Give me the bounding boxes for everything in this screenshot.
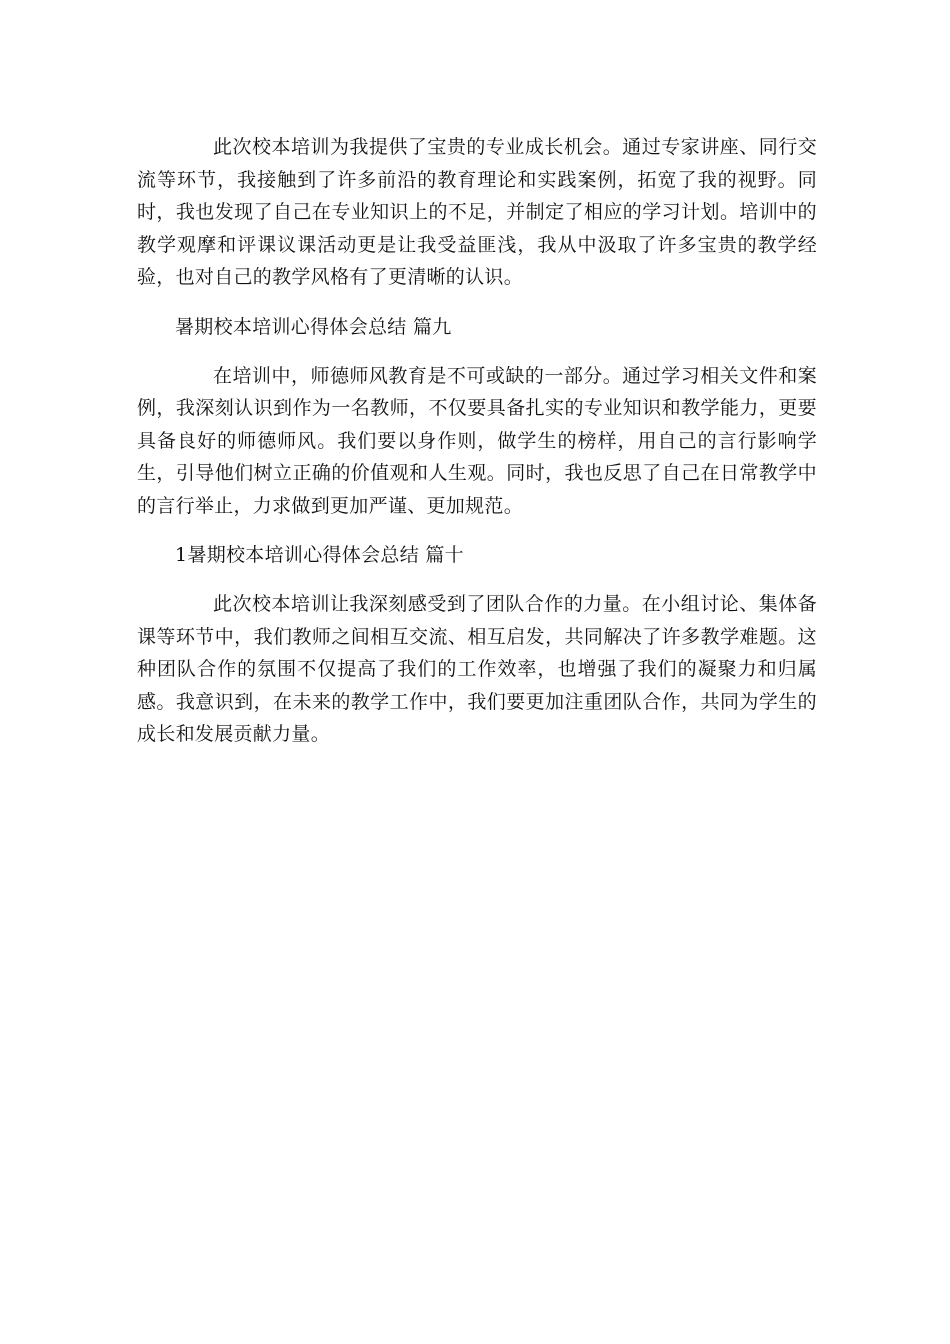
- paragraph-spacer: [137, 522, 817, 539]
- paragraph-teacher-ethics: 在培训中，师德师风教育是不可或缺的一部分。通过学习相关文件和案例，我深刻认识到作为一名教师，不仅要具备扎实的专业知识和教学能力，更要具备良好的师德师风。我们要以身作则，做学生的榜样，用自己的言行影响学生，引导他们树立正确的价值观和人生观。同时，我也反思了自己在日常教学中的言行举止，力求做到更加严谨、更加规范。: [137, 364, 817, 517]
- section-heading-part-nine: 暑期校本培训心得体会总结 篇九: [175, 315, 452, 338]
- document-body: [137, 131, 817, 751]
- heading-spacer: [137, 571, 817, 588]
- paragraph-teamwork: 此次校本培训让我深刻感受到了团队合作的力量。在小组讨论、集体备课等环节中，我们教师之间相互交流、相互启发，共同解决了许多教学难题。这种团队合作的氛围不仅提高了我们的工作效率，也增强了我们的凝聚力和归属感。我意识到，在未来的教学工作中，我们要更加注重团队合作，共同为学生的成长和发展贡献力量。: [137, 593, 817, 745]
- section-heading-part-ten: 1暑期校本培训心得体会总结 篇十: [175, 544, 464, 566]
- paragraph-training-growth: 此次校本培训为我提供了宝贵的专业成长机会。通过专家讲座、同行交流等环节，我接触到了许多前沿的教育理论和实践案例，拓宽了我的视野。同时，我也发现了自己在专业知识上的不足，并制定了相应的学习计划。培训中的教学观摩和评课议课活动更是让我受益匪浅，我从中汲取了许多宝贵的教学经验，也对自己的教学风格有了更清晰的认识。: [137, 136, 817, 288]
- heading-spacer: [137, 343, 817, 360]
- paragraph-spacer: [137, 294, 817, 311]
